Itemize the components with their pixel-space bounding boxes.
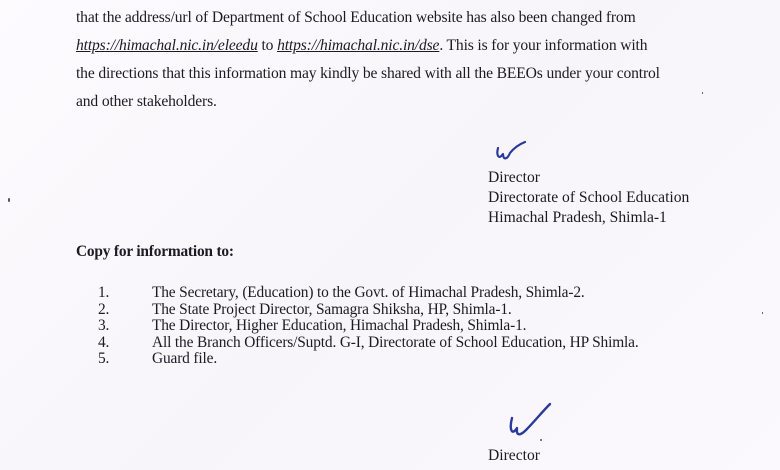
body-line-2-mid: to <box>257 37 278 54</box>
signatory-title: Director <box>488 447 540 464</box>
scan-speck <box>702 92 703 94</box>
list-item-number: 5. <box>98 350 110 367</box>
list-item-text: The State Project Director, Samagra Shiksha, HP, Shimla-1. <box>152 300 512 318</box>
body-line-1: that the address/url of Department of School Education website has also been changed from <box>76 9 636 26</box>
scan-speck <box>8 198 10 202</box>
list-item-number: 2. <box>98 300 110 318</box>
list-item-number: 3. <box>98 317 110 334</box>
list-item <box>98 351 639 368</box>
body-line-2 <box>76 32 736 60</box>
signatory-location: Himachal Pradesh, Shimla-1 <box>488 209 667 226</box>
signatory-office: Directorate of School Education <box>488 189 690 206</box>
list-item-text: Guard file. <box>152 350 218 367</box>
body-line-4: and other stakeholders. <box>76 93 217 110</box>
copy-recipient-list <box>98 285 639 368</box>
signature-block-1 <box>488 168 689 228</box>
list-item-text: All the Branch Officers/Suptd. G-I, Directorate of School Education, HP Shimla. <box>152 333 639 351</box>
list-item <box>98 302 639 319</box>
body-line-3: the directions that this information may kindly be shared with all the BEEOs under your control <box>76 65 660 82</box>
copy-heading: Copy for information to: <box>76 243 234 260</box>
list-item-number: 1. <box>98 284 110 301</box>
list-item <box>98 335 639 352</box>
list-item-text: The Director, Higher Education, Himachal Pradesh, Shimla-1. <box>152 317 527 334</box>
body-paragraph <box>76 4 736 116</box>
signatory-title: Director <box>488 169 540 186</box>
list-item <box>98 318 639 335</box>
old-website-link[interactable]: https://himachal.nic.in/eleedu <box>76 37 258 54</box>
list-item-number: 4. <box>98 333 110 351</box>
list-item <box>98 285 639 302</box>
signature-icon <box>504 400 554 440</box>
signature-block-2 <box>488 446 540 466</box>
signature-icon <box>494 140 528 164</box>
scan-speck <box>762 312 763 314</box>
body-line-2-rest: . This is for your information with <box>439 37 648 54</box>
ink-dot <box>540 439 542 441</box>
new-website-link[interactable]: https://himachal.nic.in/dse <box>277 37 440 54</box>
list-item-text: The Secretary, (Education) to the Govt. of Himachal Pradesh, Shimla-2. <box>152 284 585 301</box>
